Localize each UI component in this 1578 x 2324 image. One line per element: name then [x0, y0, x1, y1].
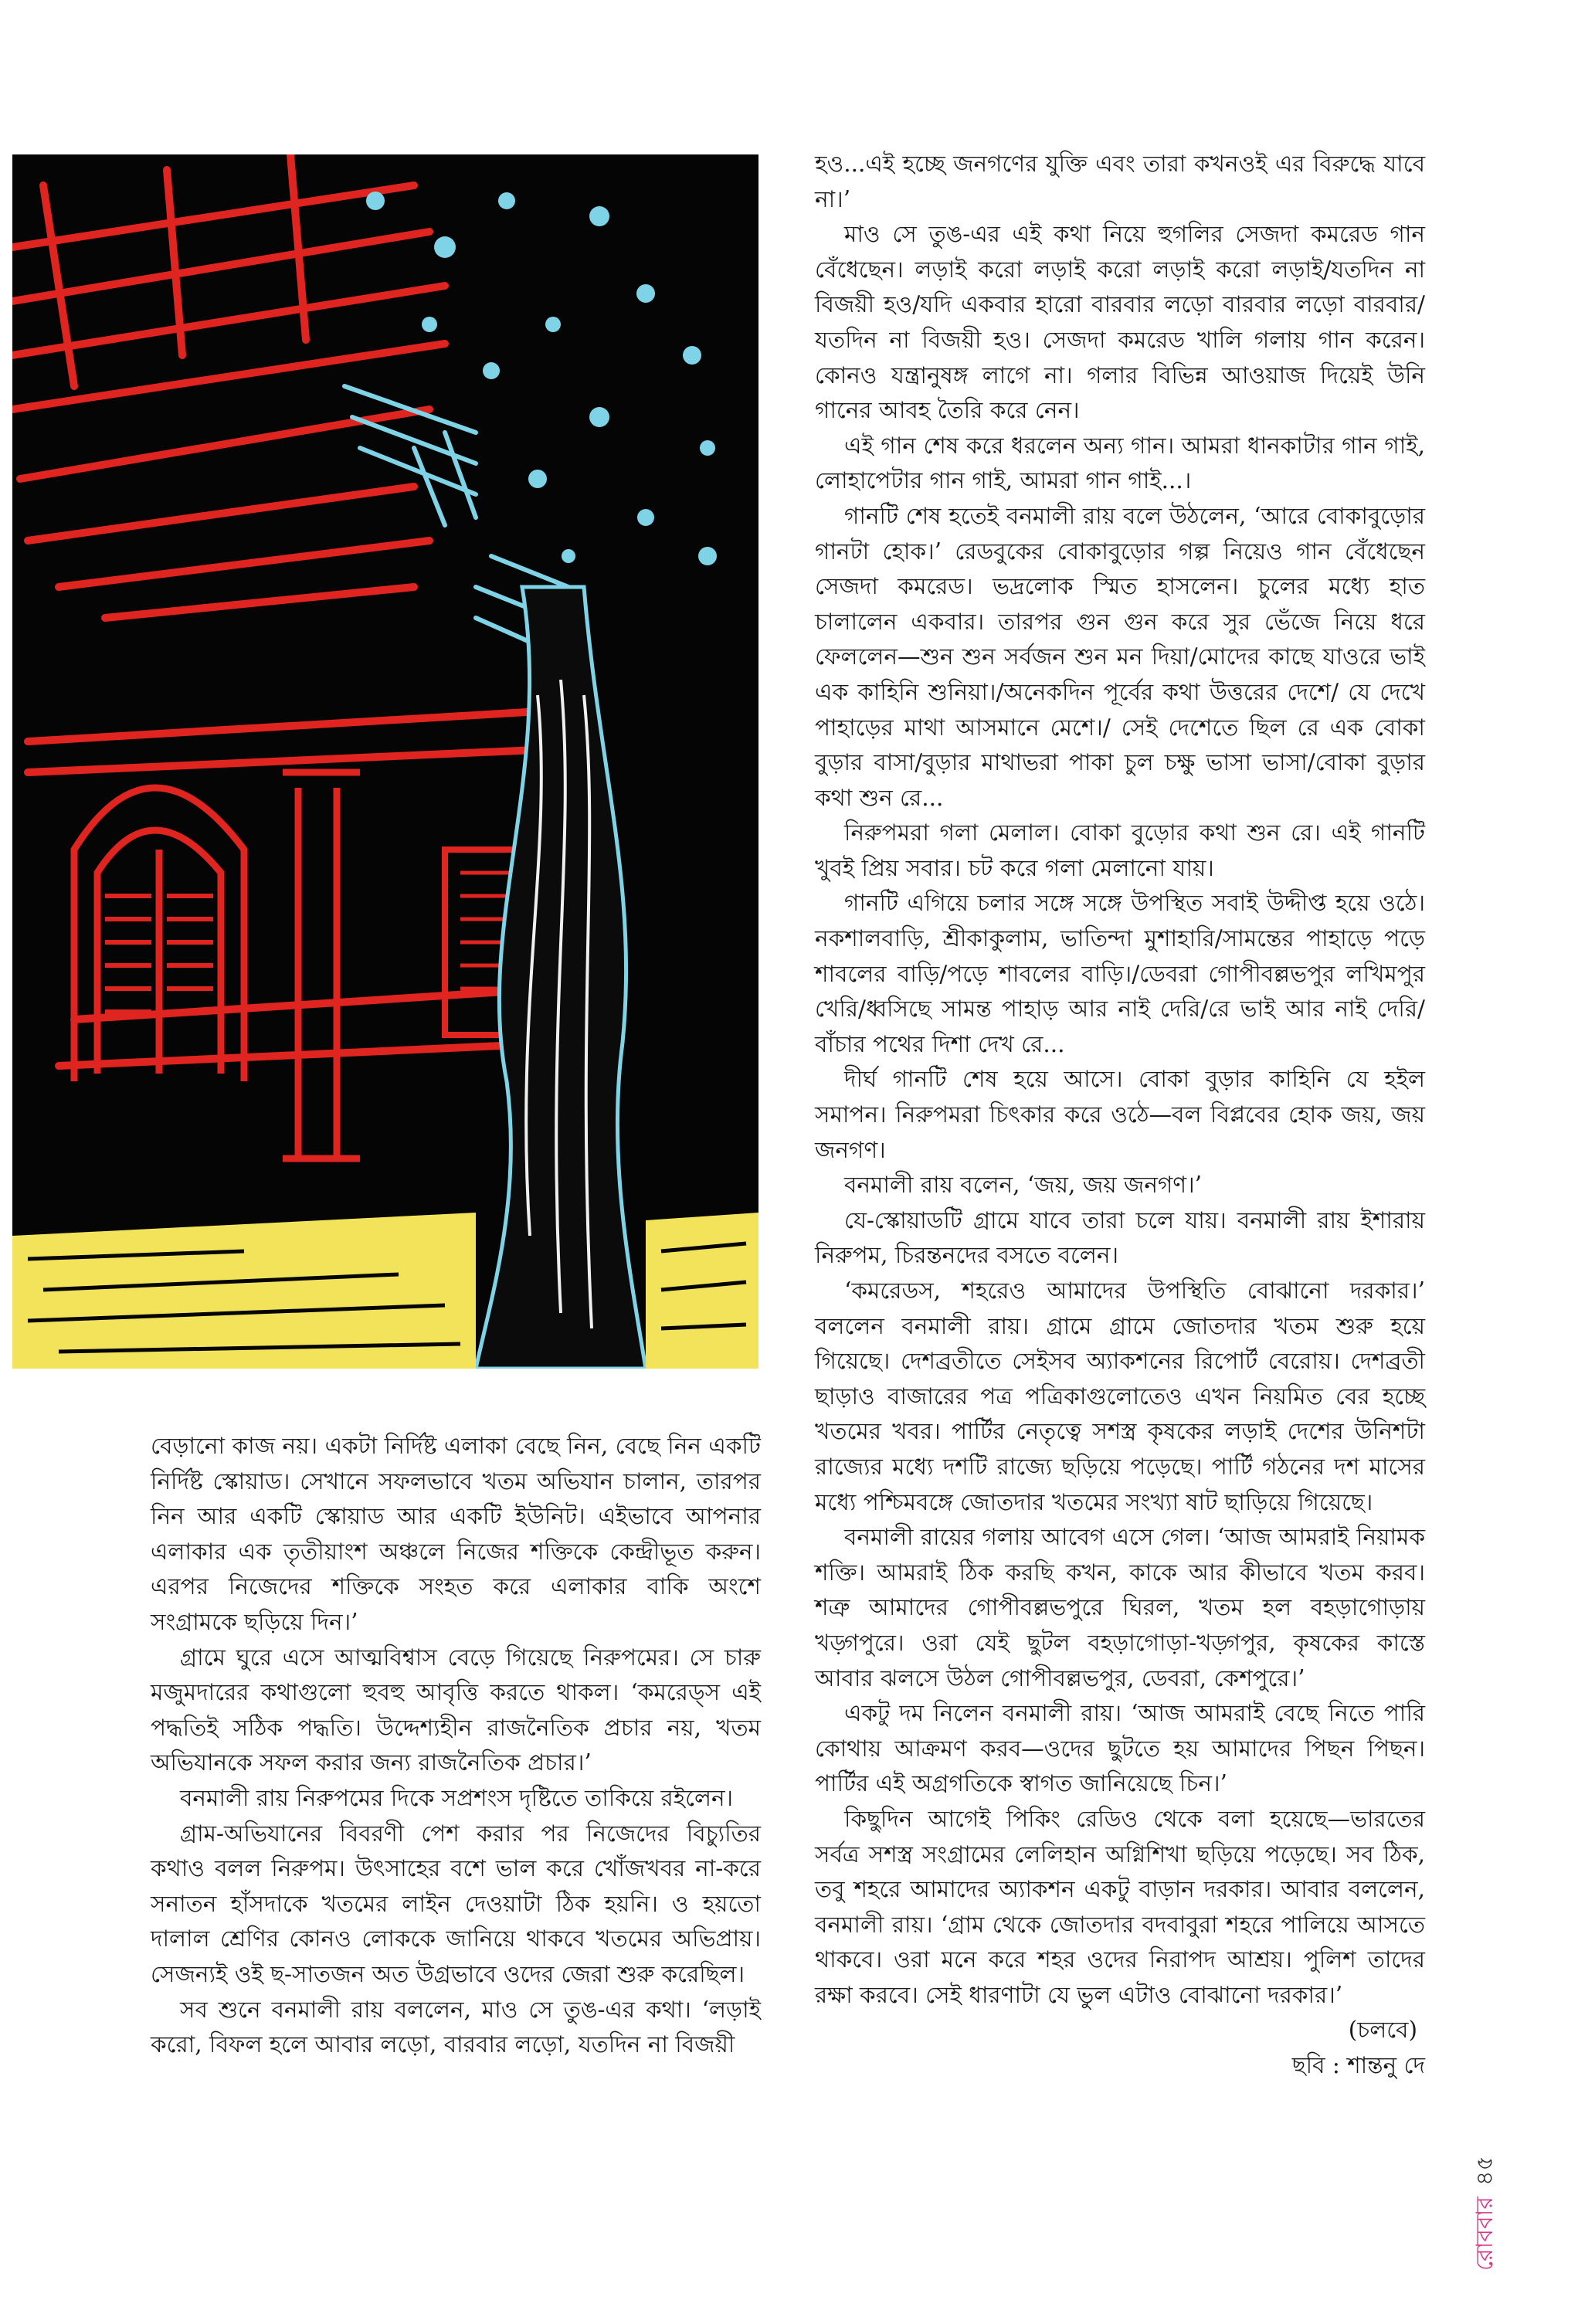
paragraph: বনমালী রায়ের গলায় আবেগ এসে গেল। ‘আজ আমরাই নিয়ামক শক্তি। আমরাই ঠিক করছি কখন, কাকে আর কীভাবে খতম করব। শত্রু আমাদের গোপীবল্লভপুরে ঘিরল, খতম হল বহড়াগোড়ায় খড়্গপুরে। ওরা যেই ছুটল বহড়াগোড়া-খড়্গপুর, কৃষকের কাস্তে আবার ঝলসে উঠল গোপীবল্লভপুর, ডেবরা, কেশপুরে।’ — [815, 1524, 1425, 1691]
right-text-column — [815, 147, 1425, 2084]
paragraph: বেড়ানো কাজ নয়। একটা নির্দিষ্ট এলাকা বেছে নিন, বেছে নিন একটি নির্দিষ্ট স্কোয়াড। সেখানে সফলভাবে খতম অভিযান চালান, তারপর নিন আর একটি স্কোয়াড আর একটি ইউনিট। এইভাবে আপনার এলাকার এক তৃতীয়াংশ অঞ্চলে নিজের শক্তিকে কেন্দ্রীভূত করুন। এরপর নিজেদের শক্তিকে সংহত করে এলাকার বাকি অংশে সংগ্রামকে ছড়িয়ে দিন।’ — [151, 1433, 761, 1635]
paragraph: বনমালী রায় নিরুপমের দিকে সপ্রশংস দৃষ্টিতে তাকিয়ে রইলেন। — [180, 1784, 734, 1811]
paragraph: নিরুপমরা গলা মেলাল। বোকা বুড়োর কথা শুন রে। এই গানটি খুবই প্রিয় সবার। চট করে গলা মেলানো যায়। — [815, 819, 1425, 881]
street-scene-illustration — [12, 154, 758, 1369]
page-side-label — [1435, 2039, 1497, 2302]
paragraph: এই গান শেষ করে ধরলেন অন্য গান। আমরা ধানকাটার গান গাই, লোহাপেটার গান গাই, আমরা গান গাই...। — [815, 432, 1425, 494]
page-number: ৪৫ — [1471, 2156, 1498, 2187]
paragraph: গ্রামে ঘুরে এসে আত্মবিশ্বাস বেড়ে গিয়েছে নিরুপমের। সে চারু মজুমদারের কথাগুলো হুবহু আবৃত্তি করতে থাকল। ‘কমরেড্‌স এই পদ্ধতিই সঠিক পদ্ধতি। উদ্দেশ্যহীন রাজনৈতিক প্রচার নয়, খতম অভিযানকে সফল করার জন্য রাজনৈতিক প্রচার।’ — [151, 1644, 761, 1776]
paragraph: দীর্ঘ গানটি শেষ হয়ে আসে। বোকা বুড়ার কাহিনি যে হইল সমাপন। নিরুপমরা চিৎকার করে ওঠে—বল বিপ্লবের হোক জয়, জয় জনগণ। — [815, 1066, 1425, 1163]
illustration-artwork — [12, 154, 758, 1369]
paragraph: বনমালী রায় বলেন, ‘জয়, জয় জনগণ।’ — [844, 1172, 1203, 1199]
magazine-brand: রোববার — [1471, 2197, 1498, 2271]
illustration-credit: ছবি : শান্তনু দে — [1291, 2052, 1425, 2079]
paragraph: হও...এই হচ্ছে জনগণের যুক্তি এবং তারা কখনওই এর বিরুদ্ধে যাবে না।’ — [815, 151, 1425, 212]
paragraph: যে-স্কোয়াডটি গ্রামে যাবে তারা চলে যায়। বনমালী রায় ইশারায় নিরুপম, চিরন্তনদের বসতে বলেন। — [815, 1206, 1425, 1269]
paragraph: একটু দম নিলেন বনমালী রায়। ‘আজ আমরাই বেছে নিতে পারি কোথায় আক্রমণ করব—ওদের ছুটতে হয় আমাদের পিছন পিছন। পার্টির এই অগ্রগতিকে স্বাগত জানিয়েছে চিন।’ — [815, 1700, 1425, 1797]
paragraph: ‘কমরেডস, শহরেও আমাদের উপস্থিতি বোঝানো দরকার।’ বললেন বনমালী রায়। গ্রামে গ্রামে জোতদার খতম শুরু হয়ে গিয়েছে। দেশব্রতীতে সেইসব অ্যাকশনের রিপোর্ট বেরোয়। দেশব্রতী ছাড়াও বাজারের পত্র পত্রিকাগুলোতেও এখন নিয়মিত বের হচ্ছে খতমের খবর। পার্টির নেতৃত্বে সশস্ত্র কৃষকের লড়াই দেশের উনিশটা রাজ্যের মধ্যে দশটি রাজ্যে ছড়িয়ে পড়েছে। পার্টি গঠনের দশ মাসের মধ্যে পশ্চিমবঙ্গে জোতদার খতমের সংখ্যা ষাট ছাড়িয়ে গিয়েছে। — [815, 1277, 1425, 1515]
left-text-column — [151, 1429, 761, 2063]
paragraph: গানটি শেষ হতেই বনমালী রায় বলে উঠলেন, ‘আরে বোকাবুড়োর গানটা হোক।’ রেডবুকের বোকাবুড়োর গল্প নিয়েও গান বেঁধেছেন সেজদা কমরেড। ভদ্রলোক স্মিত হাসলেন। চুলের মধ্যে হাত চালালেন একবার। তারপর গুন গুন করে সুর ভেঁজে নিয়ে ধরে ফেললেন—শুন শুন সর্বজন শুন মন দিয়া/মোদের কাছে যাওরে ভাই এক কাহিনি শুনিয়া।/অনেকদিন পূর্বের কথা উত্তরের দেশে/ যে দেখে পাহাড়ের মাথা আসমানে মেশে।/ সেই দেশেতে ছিল রে এক বোকা বুড়ার বাসা/বুড়ার মাথাভরা পাকা চুল চক্ষু ভাসা ভাসা/বোকা বুড়ার কথা শুন রে... — [815, 502, 1425, 811]
paragraph: গানটি এগিয়ে চলার সঙ্গে সঙ্গে উপস্থিত সবাই উদ্দীপ্ত হয়ে ওঠে। নকশালবাড়ি, শ্রীকাকুলাম, ভাতিন্দা মুশাহারি/সামন্তের পাহাড়ে পড়ে শাবলের বাড়ি/পড়ে শাবলের বাড়ি।/ডেবরা গোপীবল্লভপুর লখিমপুর খেরি/ধ্বসিছে সামন্ত পাহাড় আর নাই দেরি/রে ভাই আর নাই দেরি/বাঁচার পথের দিশা দেখ রে... — [815, 890, 1425, 1057]
paragraph: মাও সে তুঙ-এর এই কথা নিয়ে হুগলির সেজদা কমরেড গান বেঁধেছেন। লড়াই করো লড়াই করো লড়াই করো লড়াই/যতদিন না বিজয়ী হও/যদি একবার হারো বারবার লড়ো বারবার লড়ো বারবার/যতদিন না বিজয়ী হও। সেজদা কমরেড খালি গলায় গান করেন। কোনও যন্ত্রানুষঙ্গ লাগে না। গলার বিভিন্ন আওয়াজ দিয়েই উনি গানের আবহ তৈরি করে নেন। — [815, 221, 1425, 424]
paragraph: সব শুনে বনমালী রায় বললেন, মাও সে তুঙ-এর কথা। ‘লড়াই করো, বিফল হলে আবার লড়ো, বারবার লড়ো, যতদিন না বিজয়ী — [151, 1996, 761, 2058]
continued-note: (চলবে) — [1348, 2017, 1417, 2044]
paragraph: কিছুদিন আগেই পিকিং রেডিও থেকে বলা হয়েছে—ভারতের সর্বত্র সশস্ত্র সংগ্রামের লেলিহান অগ্নিশিখা ছড়িয়ে পড়েছে। সব ঠিক, তবু শহরে আমাদের অ্যাকশন একটু বাড়ান দরকার। আবার বললেন, বনমালী রায়। ‘গ্রাম থেকে জোতদার বদবাবুরা শহরে পালিয়ে আসতে থাকবে। ওরা মনে করে শহর ওদের নিরাপদ আশ্রয়। পুলিশ তাদের রক্ষা করবে। সেই ধারণাটা যে ভুল এটাও বোঝানো দরকার।’ — [815, 1805, 1425, 2008]
paragraph: গ্রাম-অভিযানের বিবরণী পেশ করার পর নিজেদের বিচ্যুতির কথাও বলল নিরুপম। উৎসাহের বশে ভাল করে খোঁজখবর না-করে সনাতন হাঁসদাকে খতমের লাইন দেওয়াটা ঠিক হয়নি। ও হয়তো দালাল শ্রেণির কোনও লোককে জানিয়ে থাকবে খতমের অভিপ্রায়। সেজন্যই ওই ছ-সাতজন অত উগ্রভাবে ওদের জেরা শুরু করেছিল। — [151, 1820, 761, 1987]
